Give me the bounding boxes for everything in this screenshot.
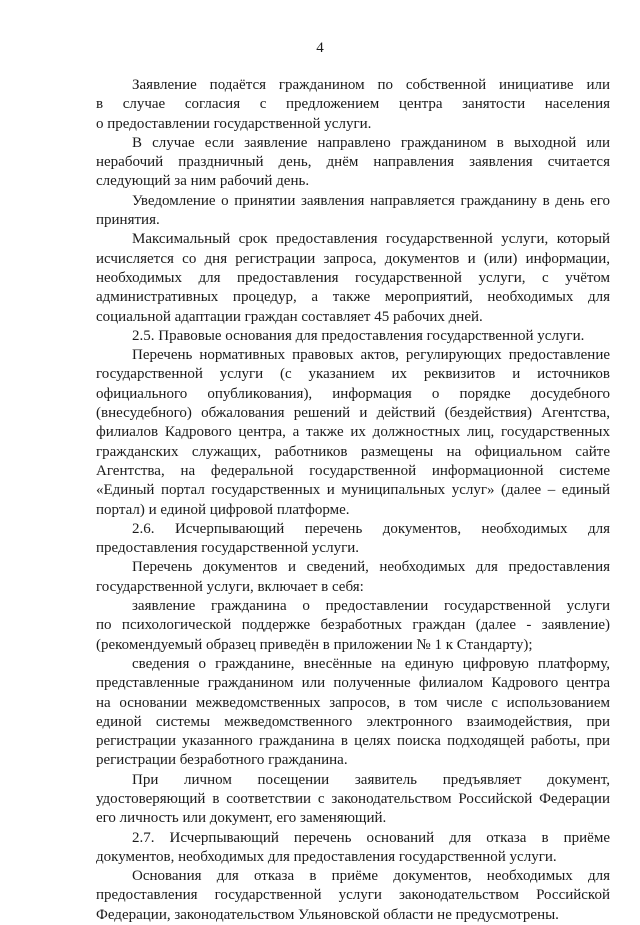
text-line: гражданских служащих, работников размещены на официальном сайте	[96, 443, 610, 460]
text-line: 2.6. Исчерпывающий перечень документов, необходимых для	[132, 520, 610, 537]
text-line: Основания для отказа в приёме документов, необходимых для	[132, 868, 610, 885]
text-line: в случае согласия с предложением центра занятости населения	[96, 96, 610, 113]
text-line: на основании межведомственных запросов, в том числе с использованием	[96, 694, 610, 711]
text-line: филиалов Кадрового центра, а также их должностных лиц, государственных	[96, 424, 610, 441]
text-line: предоставления государственной услуги законодательством Российской	[96, 887, 610, 904]
text-line: нерабочий праздничный день, днём направления заявления считается	[96, 154, 610, 171]
text-line: Максимальный срок предоставления государственной услуги, который	[132, 231, 610, 248]
text-line: официального опубликования), информация о порядке досудебного	[96, 385, 610, 402]
text-line: его личность или документ, его заменяющий.	[96, 810, 387, 827]
text-line: заявление гражданина о предоставлении государственной услуги	[132, 598, 610, 615]
text-line: государственной услуги (с указанием их реквизитов и источников	[96, 366, 610, 383]
text-line: представленные гражданином или полученные филиалом Кадрового центра	[96, 675, 610, 692]
paragraph	[96, 346, 610, 520]
text-line: Заявление подаётся гражданином по собственной инициативе или	[132, 77, 610, 93]
text-line: принятия.	[96, 212, 160, 229]
text-line: В случае если заявление направлено гражданином в выходной или	[132, 134, 610, 151]
paragraph	[96, 327, 610, 346]
text-line: предоставления государственной услуги.	[96, 540, 360, 557]
text-line: сведения о гражданине, внесённые на единую цифровую платформу,	[132, 655, 610, 672]
text-line: социальной адаптации граждан составляет 45 рабочих дней.	[96, 308, 483, 325]
paragraph	[96, 829, 610, 868]
paragraph	[96, 558, 610, 597]
text-line: следующий за ним рабочий день.	[96, 173, 310, 190]
text-line: Агентства, на федеральной государственной информационной системе	[96, 462, 610, 479]
text-line: исчисляется со дня регистрации запроса, документов и (или) информации,	[96, 250, 610, 267]
paragraph	[96, 867, 610, 925]
document-body	[96, 76, 610, 925]
paragraph	[96, 597, 610, 655]
text-line: Уведомление о принятии заявления направляется гражданину в день его	[132, 192, 610, 209]
text-line: необходимых для предоставления государственной услуги, с учётом	[96, 269, 610, 286]
text-line: по психологической поддержке безработных граждан (далее - заявление)	[96, 617, 610, 634]
text-line: Перечень документов и сведений, необходимых для предоставления	[132, 559, 610, 576]
text-line: портал) и единой цифровой платформе.	[96, 501, 350, 518]
text-line: 2.5. Правовые основания для предоставления государственной услуги.	[132, 327, 585, 344]
text-line: 2.7. Исчерпывающий перечень оснований для отказа в приёме	[132, 829, 610, 846]
paragraph	[96, 771, 610, 829]
text-line: административных процедур, а также мероприятий, необходимых для	[96, 289, 610, 306]
paragraph	[96, 230, 610, 326]
text-line: регистрации безработного гражданина.	[96, 752, 348, 769]
paragraph	[96, 134, 610, 192]
text-line: удостоверяющий в соответствии с законодательством Российской Федерации	[96, 790, 610, 807]
paragraph	[96, 655, 610, 771]
paragraph	[96, 76, 610, 134]
text-line: «Единый портал государственных и муниципальных услуг» (далее – единый	[96, 482, 610, 499]
page-number: 4	[316, 40, 324, 56]
paragraph	[96, 192, 610, 231]
text-line: единой системы межведомственного электронного взаимодействия, при	[96, 713, 610, 730]
text-line: (внесудебного) обжалования решений и действий (бездействия) Агентства,	[96, 405, 610, 422]
paragraph	[96, 520, 610, 559]
text-line: о предоставлении государственной услуги.	[96, 115, 372, 132]
text-line: государственной услуги, включает в себя:	[96, 578, 364, 595]
text-line: При личном посещении заявитель предъявляет документ,	[132, 771, 610, 788]
text-line: регистрации указанного гражданина в целях поиска подходящей работы, при	[96, 733, 610, 750]
text-line: (рекомендуемый образец приведён в приложении № 1 к Стандарту);	[96, 636, 533, 653]
text-line: документов, необходимых для предоставления государственной услуги.	[96, 848, 557, 865]
text-line: Федерации, законодательством Ульяновской области не предусмотрены.	[96, 906, 559, 923]
text-line: Перечень нормативных правовых актов, регулирующих предоставление	[132, 347, 610, 364]
